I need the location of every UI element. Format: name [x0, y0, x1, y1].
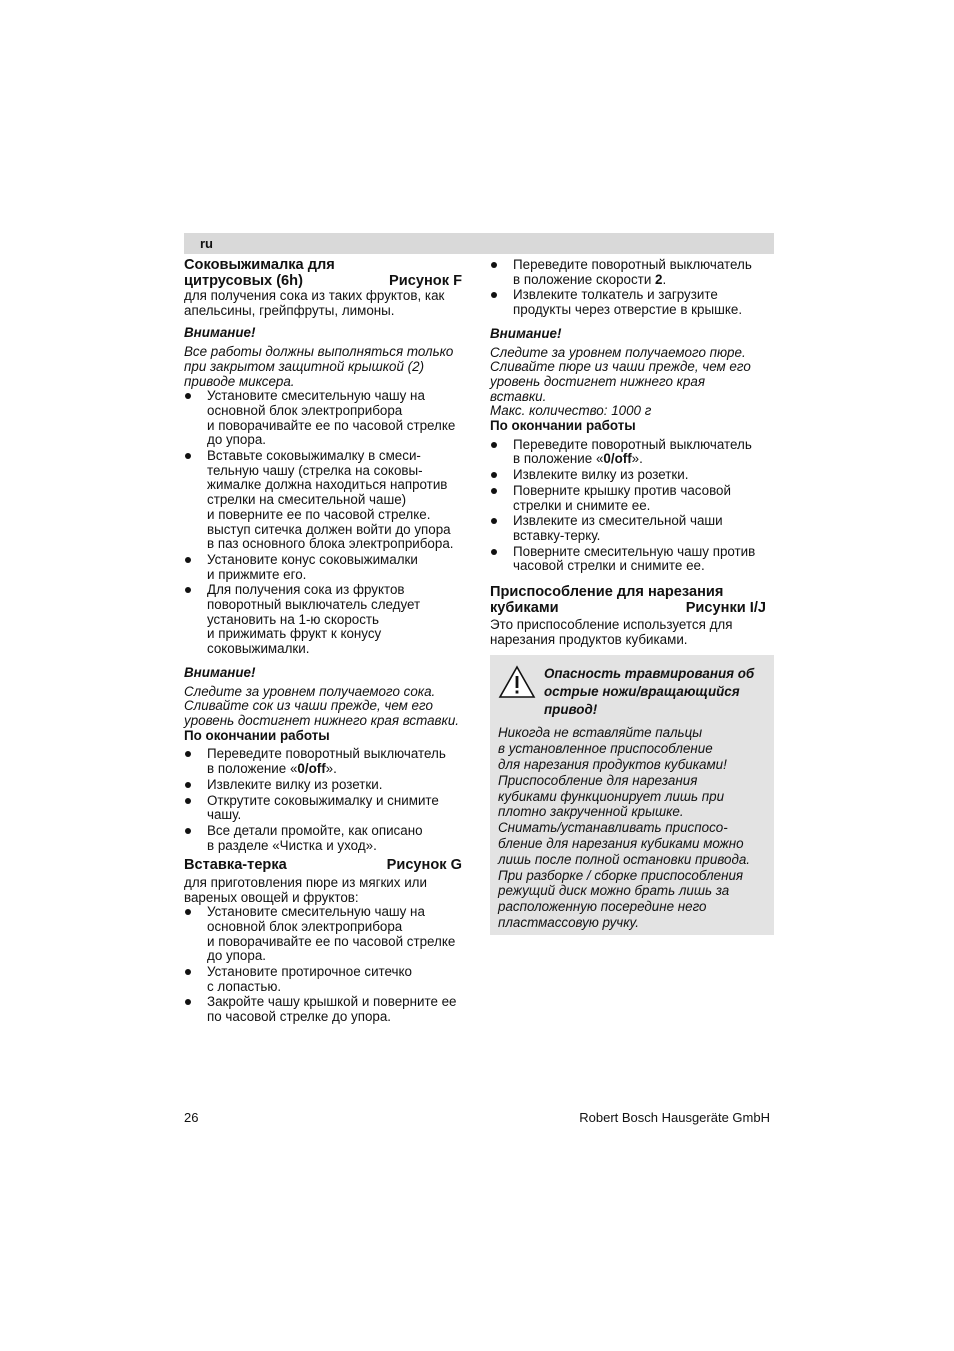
- attention-text: уровень достигнет нижнего края: [490, 373, 705, 389]
- intro-line: апельсины, грейпфруты, лимоны.: [184, 302, 395, 318]
- attention-text: уровень достигнет нижнего края вставки.: [184, 712, 460, 728]
- warning-triangle-icon: [498, 665, 540, 703]
- after-use-list-rest: [490, 468, 774, 574]
- max-quantity: Макс. количество: 1000 г: [490, 403, 652, 419]
- attention-text: при закрытом защитной крышкой (2): [184, 358, 425, 374]
- list-item: Извлеките вилку из розетки.: [490, 468, 774, 483]
- section-title-grater: Вставка-терка Рисунок G: [184, 857, 462, 874]
- list-item: Для получения сока из фруктов поворотный выключатель следует установить на 1-ю скорость и прижимать фрукт к конусу соковыжималки.: [184, 583, 468, 657]
- intro-line: нарезания продуктов кубиками.: [490, 631, 688, 647]
- after-use-list-rest: [184, 778, 468, 854]
- instruction-list: [184, 905, 468, 1025]
- list-item: Переведите поворотный выключатель в положение скорости 2.: [490, 258, 774, 287]
- list-item: Извлеките вилку из розетки.: [184, 778, 468, 793]
- language-bar: [184, 233, 774, 254]
- right-column: [490, 258, 774, 935]
- after-use-list: [184, 747, 468, 776]
- list-item: Поверните смесительную чашу против часовой стрелки и снимите ее.: [490, 545, 774, 574]
- attention-text: Следите за уровнем получаемого пюре.: [490, 344, 746, 360]
- list-item: Переведите поворотный выключатель в положение «0/off».: [184, 747, 468, 776]
- list-item: Извлеките из смесительной чаши вставку-терку.: [490, 514, 774, 543]
- after-use-list: [490, 438, 774, 467]
- section-title-citrus-juicer: Соковыжималка для цитрусовых (6h) Рисунок F: [184, 257, 462, 289]
- warning-title: Опасность травмирования об острые ножи/вращающийся привод!: [544, 666, 755, 718]
- instruction-list: [184, 389, 468, 657]
- attention-label: Внимание!: [490, 325, 562, 341]
- list-item: Извлеките толкатель и загрузите продукты через отверстие в крышке.: [490, 288, 774, 317]
- attention-text: вставки.: [490, 388, 547, 404]
- left-column: [184, 258, 468, 1026]
- intro-line: для приготовления пюре из мягких или: [184, 874, 427, 890]
- list-item: Установите смесительную чашу на основной блок электроприбора и поворачивайте ее по часовой стрелке до упора.: [184, 389, 468, 448]
- attention-label: Внимание!: [184, 325, 256, 341]
- attention-text: Следите за уровнем получаемого сока.: [184, 683, 436, 699]
- warning-box: [490, 655, 774, 934]
- figure-ref-ij: Рисунки I/J: [685, 599, 766, 616]
- language-code: ru: [200, 236, 213, 251]
- page-number: 26: [184, 1110, 199, 1125]
- list-item: Все детали промойте, как описано в разделе «Чистка и уход».: [184, 824, 468, 853]
- instruction-list: [490, 258, 774, 318]
- section-title-dicer: Приспособление для нарезания кубиками Рисунки I/J: [490, 584, 766, 616]
- intro-line: вареных овощей и фруктов:: [184, 889, 359, 905]
- subheading-after-use: По окончании работы: [490, 418, 636, 434]
- intro-line: для получения сока из таких фруктов, как: [184, 288, 445, 303]
- warning-text: Никогда не вставляйте пальцы в установленное приспособление для нарезания продуктов кубиками! Приспособление для нарезания кубиками функционирует лишь при плотно закрученной крышке. Снимать/устанавливать приспосо- бление для нарезания кубиками можно лишь после полной остановки привода. При разборке / сборке приспособления режущий диск можно брать лишь за расположенную посередине него пластмассовую ручку.: [498, 725, 751, 931]
- list-item: Установите смесительную чашу на основной блок электроприбора и поворачивайте ее по часовой стрелке до упора.: [184, 905, 468, 964]
- figure-ref-g: Рисунок G: [386, 857, 462, 874]
- company-name: Robert Bosch Hausgeräte GmbH: [579, 1110, 770, 1125]
- attention-label: Внимание!: [184, 664, 256, 680]
- list-item: Закройте чашу крышкой и поверните ее по часовой стрелке до упора.: [184, 995, 468, 1024]
- list-item: Вставьте соковыжималку в смеси- тельную чашу (стрелка на соковы- жималке должна находиться напротив стрелки на смесительной чаше) и поверните ее по часовой стрелке. выступ ситечка должен войти до упора в паз основного блока электроприбора.: [184, 449, 468, 552]
- intro-line: Это приспособление используется для: [490, 617, 733, 633]
- list-item: Открутите соковыжималку и снимите чашу.: [184, 794, 468, 823]
- list-item: Переведите поворотный выключатель в положение «0/off».: [490, 438, 774, 467]
- list-item: Установите протирочное ситечко с лопастью.: [184, 965, 468, 994]
- list-item: Поверните крышку против часовой стрелки и снимите ее.: [490, 484, 774, 513]
- attention-text: Все работы должны выполняться только: [184, 344, 454, 360]
- subheading-after-use: По окончании работы: [184, 727, 330, 743]
- attention-text: Сливайте сок из чаши прежде, чем его: [184, 698, 433, 714]
- figure-ref-f: Рисунок F: [389, 272, 462, 289]
- attention-text: Сливайте пюре из чаши прежде, чем его: [490, 359, 751, 375]
- list-item: Установите конус соковыжималки и прижмите его.: [184, 553, 468, 582]
- attention-text: приводе миксера.: [184, 373, 295, 389]
